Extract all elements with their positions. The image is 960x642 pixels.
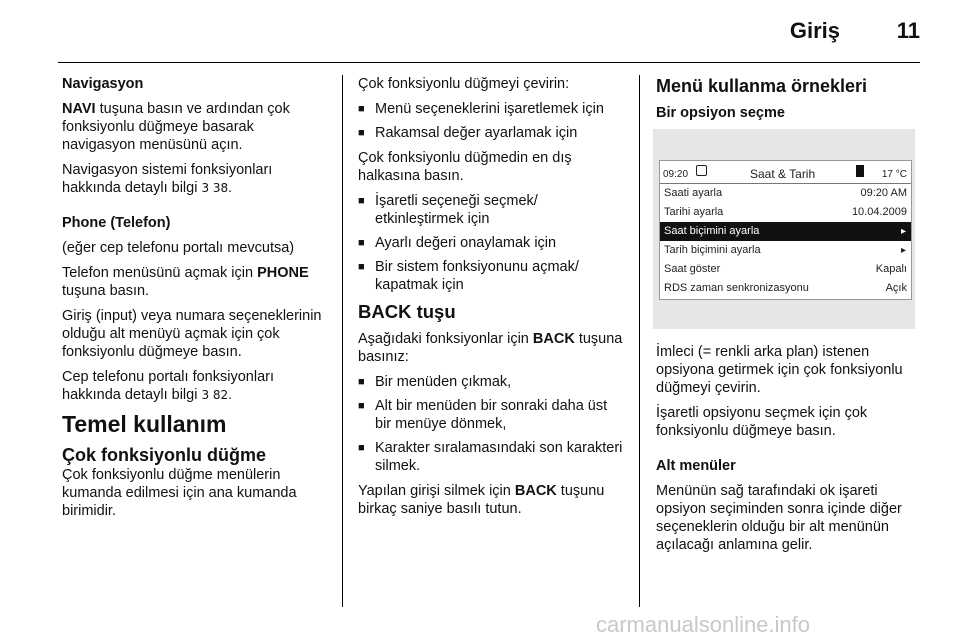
page-header [58, 0, 920, 63]
phone-heading: Phone (Telefon) [62, 215, 171, 231]
menu-row-label: RDS zaman senkronizasyonu [664, 282, 809, 294]
back-intro-text: Aşağıdaki fonksiyonlar için [358, 331, 533, 347]
column-middle [358, 75, 626, 525]
back-intro-text2: tuşuna basınız: [358, 331, 623, 365]
menu-row-selected [660, 222, 911, 241]
display-time: 09:20 [663, 169, 689, 180]
column-left [62, 75, 330, 527]
press-text: Çok fonksiyonlu düğmedin en dış halkasına basın. [358, 150, 572, 184]
phone-details [62, 368, 330, 404]
phone-ref: 3 82. [201, 388, 232, 402]
column-right [656, 75, 924, 561]
list-item: ■ Rakamsal değer ayarlamak için [358, 124, 626, 142]
menu-row-value: 10.04.2009 [851, 206, 907, 218]
list-item: ■ Ayarlı değeri onaylamak için [358, 234, 626, 252]
menu-row [660, 279, 911, 298]
turn-list [358, 100, 626, 142]
phone-input: Giriş (input) veya numara seçeneklerinin olduğu alt menüyü açmak için çok fonksiyonlu düğmeye basın. [62, 308, 322, 360]
knob-heading: Çok fonksiyonlu düğme [62, 445, 267, 465]
nav-heading: Navigasyon [62, 76, 144, 92]
submenu-heading: Alt menüler [656, 458, 736, 474]
menu-row-value: Açık [885, 282, 907, 294]
cursor-text: İmleci (= renkli arka plan) istenen opsiyona getirmek için çok fonksiyonlu düğmeyi çevirin. [656, 344, 903, 396]
list-item: ■ Karakter sıralamasındaki son karakteri silmek. [358, 439, 626, 475]
back-heading: BACK tuşu [358, 301, 456, 322]
press-list [358, 192, 626, 294]
watermark: carmanualsonline.info [596, 612, 811, 637]
delete-text2: tuşunu birkaç saniye basılı tutun. [358, 483, 605, 517]
submenu-text: Menünün sağ tarafındaki ok işareti opsiyon seçiminden sonra içinde diğer seçeneklerin olduğu bir alt menünün açılacağı anlamına gelir. [656, 483, 902, 553]
menu-row [660, 260, 911, 279]
page-number: 11 [896, 18, 920, 43]
menu-row-label: Tarih biçimini ayarla [664, 244, 761, 256]
navi-key: NAVI [62, 101, 96, 117]
menu-row-label: Tarihi ayarla [664, 206, 724, 218]
turn-text: Çok fonksiyonlu düğmeyi çevirin: [358, 76, 570, 92]
knob-text: Çok fonksiyonlu düğme menülerin kumanda edilmesi için ana kumanda birimidir. [62, 467, 297, 519]
menu-row [660, 184, 911, 203]
delete-key: BACK [514, 483, 557, 499]
menu-row [660, 203, 911, 222]
menu-row-label: Saat biçimini ayarla [664, 225, 760, 237]
phone-details-text: Cep telefonu portalı fonksiyonları hakkında detaylı bilgi [62, 369, 274, 403]
display-screenshot [653, 129, 915, 329]
phone-menu-text: Telefon menüsünü açmak için [62, 265, 258, 281]
thermometer-icon [856, 165, 864, 177]
phone-menu-paragraph [62, 264, 330, 300]
nav-text: tuşuna basın ve ardından çok fonksiyonlu düğmeye basarak navigasyon menüsünü açın. [62, 101, 290, 153]
clock-icon [696, 165, 707, 176]
delete-text: Yapılan girişi silmek için [358, 483, 515, 499]
phone-key: PHONE [257, 265, 309, 281]
select-text: İşaretli opsiyonu seçmek için çok fonksiyonlu düğmeye basın. [656, 405, 868, 439]
list-item: ■ İşaretli seçeneği seçmek/ etkinleştirmek için [358, 192, 626, 228]
phone-menu-text2: tuşuna basın. [62, 283, 150, 299]
nav-paragraph [62, 100, 330, 154]
back-list [358, 373, 626, 475]
menu-row-label: Saat göster [664, 263, 721, 275]
submenu-arrow-icon: ▸ [900, 245, 906, 256]
list-item: ■ Alt bir menüden bir sonraki daha üst bir menüye dönmek, [358, 397, 626, 433]
menu-row [660, 241, 911, 260]
nav-details [62, 161, 330, 197]
list-item: ■ Menü seçeneklerini işaretlemek için [358, 100, 626, 118]
submenu-arrow-icon: ▸ [900, 226, 906, 237]
column-divider [342, 75, 343, 607]
display-panel [659, 160, 912, 300]
menu-row-value: 09:20 AM [860, 187, 907, 199]
display-temp: 17 °C [881, 169, 907, 180]
delete-paragraph [358, 482, 626, 518]
nav-details-text: Navigasyon sistemi fonksiyonları hakkında detaylı bilgi [62, 162, 273, 196]
basic-heading: Temel kullanım [62, 411, 227, 437]
menu-row-label: Saati ayarla [664, 187, 723, 199]
phone-note: (eğer cep telefonu portalı mevcutsa) [62, 240, 295, 256]
examples-sub: Bir opsiyon seçme [656, 105, 785, 121]
nav-ref: 3 38. [201, 181, 232, 195]
column-divider [639, 75, 640, 607]
back-intro [358, 330, 626, 366]
back-key: BACK [532, 331, 575, 347]
list-item: ■ Bir menüden çıkmak, [358, 373, 626, 391]
display-title: Saat & Tarih [750, 167, 816, 181]
page-title: Giriş [789, 18, 840, 43]
display-header [660, 161, 911, 184]
list-item: ■ Bir sistem fonksiyonunu açmak/ kapatmak için [358, 258, 626, 294]
menu-row-value: Kapalı [875, 263, 907, 275]
examples-heading: Menü kullanma örnekleri [656, 76, 868, 96]
